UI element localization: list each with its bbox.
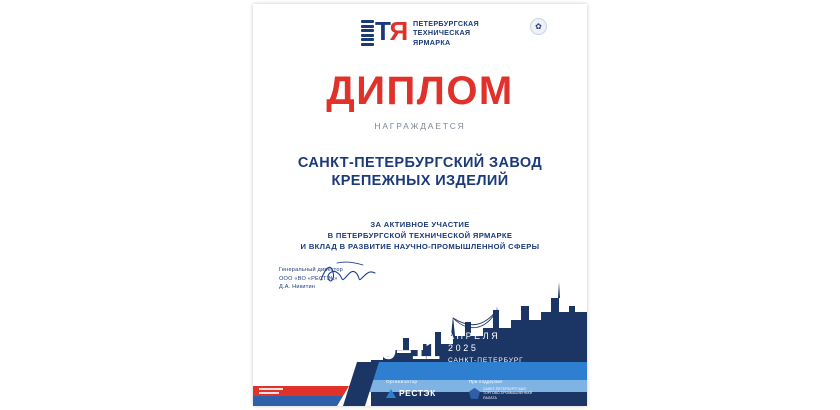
support-line-3: ПАЛАТА xyxy=(483,395,497,400)
logo-wordmark-line-1: ПЕТЕРБУРГСКАЯ xyxy=(412,19,479,28)
recipient-line-1: САНКТ-ПЕТЕРБУРГСКИЙ ЗАВОД xyxy=(297,155,543,171)
award-reason-line-2: В ПЕТЕРБУРГСКОЙ ТЕХНИЧЕСКОЙ ЯРМАРКЕ xyxy=(327,231,513,240)
event-dates: 9–11 xyxy=(381,334,440,365)
organizer-name: РЕСТЭК xyxy=(399,388,436,398)
logo-wordmark-line-3: ЯРМАРКА xyxy=(412,37,451,47)
organizer-label: Организатор xyxy=(386,379,418,384)
logo-monogram: ТЯ xyxy=(374,16,408,46)
support-label: При поддержке xyxy=(469,379,503,384)
event-month: АПРЕЛЯ xyxy=(448,331,501,341)
restec-triangle-icon xyxy=(386,389,396,398)
flag-stripes xyxy=(253,372,357,406)
barcode-bars-icon xyxy=(361,16,407,50)
page-title: ДИПЛОМ xyxy=(326,69,514,113)
signatory-company: ООО «ВО «РЕСТЭК» xyxy=(279,275,338,282)
signatory-name: Д.А. Никитин xyxy=(279,284,316,291)
award-reason-line-3: И ВКЛАД В РАЗВИТИЕ НАУЧНО-ПРОМЫШЛЕННОЙ СФЕРЫ xyxy=(300,242,540,251)
diploma-document xyxy=(253,4,587,406)
event-date-details xyxy=(448,331,524,366)
logo-monogram-red: Я xyxy=(389,16,408,46)
chamber-of-commerce-icon xyxy=(469,388,480,399)
recipient-name xyxy=(253,154,587,190)
organizer-logo xyxy=(386,388,436,398)
event-city: САНКТ-ПЕТЕРБУРГ xyxy=(448,357,524,364)
anniversary-seal-icon: ✿ xyxy=(530,18,547,35)
support-name xyxy=(483,387,532,400)
support-logo xyxy=(469,387,532,400)
logo-wordmark-line-2: ТЕХНИЧЕСКАЯ xyxy=(412,28,471,38)
support-line-2: ТОРГОВО-ПРОМЫШЛЕННАЯ xyxy=(483,391,533,396)
award-reason-line-1: ЗА АКТИВНОЕ УЧАСТИЕ xyxy=(370,220,470,229)
signatory-position: Генеральный директор xyxy=(279,267,343,273)
awarded-label: НАГРАЖДАЕТСЯ xyxy=(374,121,466,131)
event-year: 2025 xyxy=(448,343,479,353)
logo-wordmark xyxy=(413,16,479,47)
award-reason xyxy=(253,219,587,252)
barcode-bars-group xyxy=(361,20,374,46)
support-line-1: САНКТ-ПЕТЕРБУРГСКАЯ xyxy=(483,386,526,391)
recipient-line-2: КРЕПЕЖНЫХ ИЗДЕЛИЙ xyxy=(331,173,509,189)
